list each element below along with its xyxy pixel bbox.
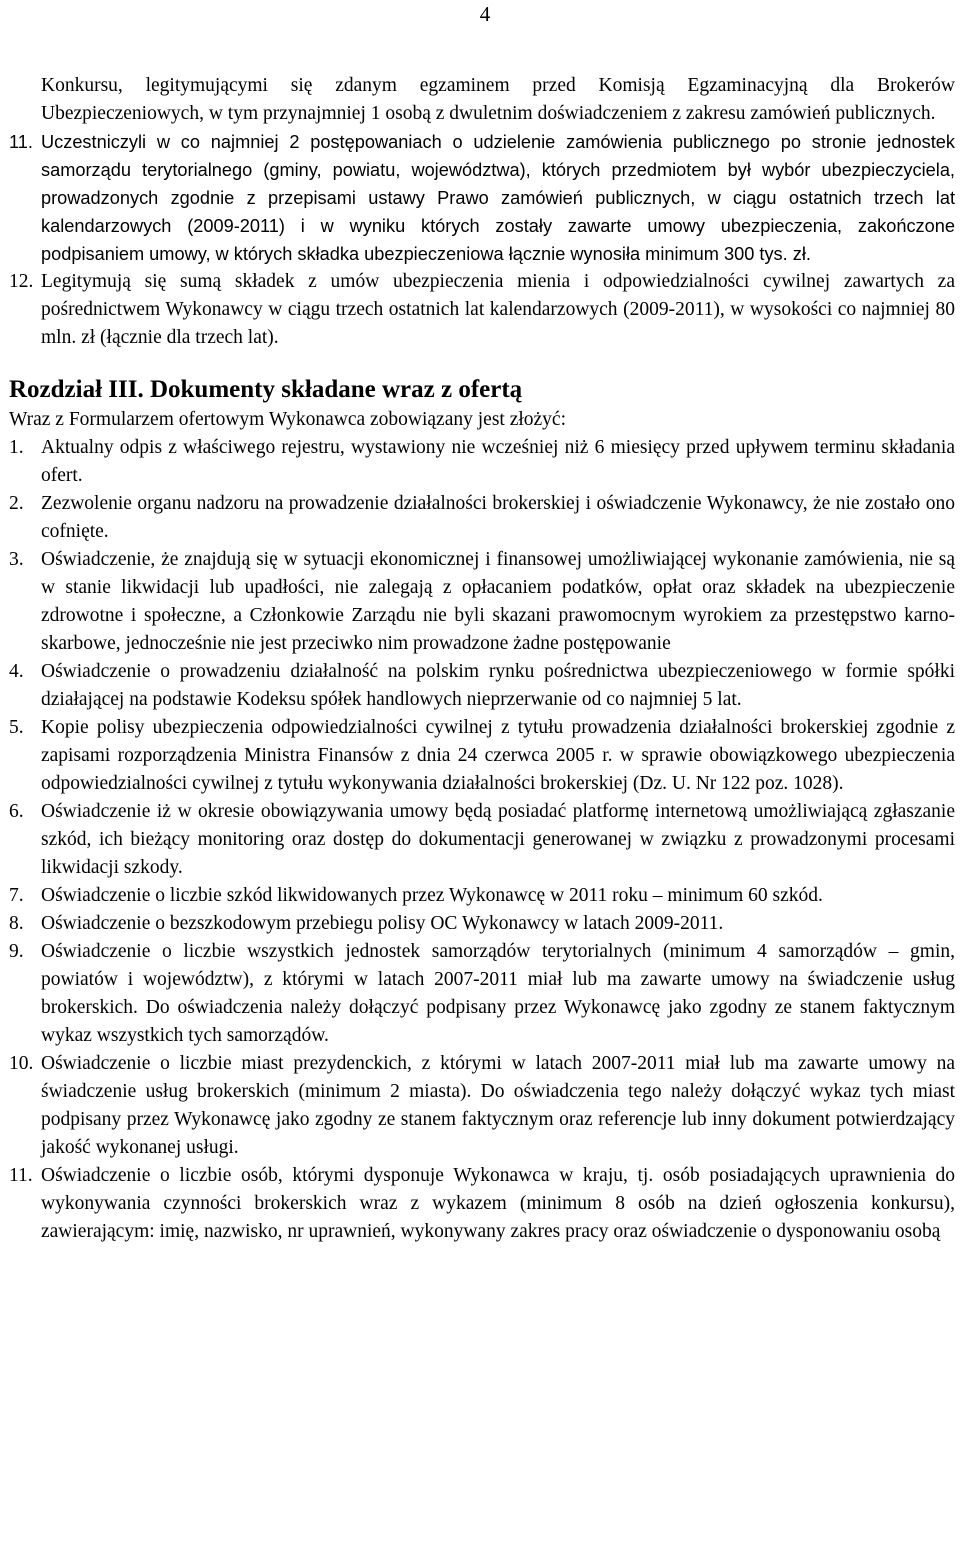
document-item: [9, 1162, 955, 1246]
previous-item-continuation: Konkursu, legitymującymi się zdanym egzaminem przed Komisją Egzaminacyjną dla Brokerów Ubezpieczeniowych, w tym przynajmniej 1 osobą z dwuletnim doświadczeniem z zakresu zamówień publicznych.: [41, 75, 955, 124]
document-item: [9, 798, 955, 882]
document-number: 8.: [9, 913, 24, 934]
document-number: 7.: [9, 885, 24, 906]
document-item: [9, 490, 955, 546]
document-text: Oświadczenie o liczbie miast prezydenckich, z którymi w latach 2007-2011 miał lub ma zawarte umowy na świadczenie usług brokerskich (minimum 2 miasta). Do oświadczenia tego należy dołączyć wykaz tych miast podpisany przez Wykonawcę jako zgodny ze stanem faktycznym oraz referencje lub inny dokument potwierdzający jakość wykonanej usługi.: [41, 1053, 955, 1158]
document-text: Oświadczenie iż w okresie obowiązywania umowy będą posiadać platformę internetową umożliwiającą zgłaszanie szkód, ich bieżący monitoring oraz dostęp do dokumentacji generowanej w związku z prowadzonymi procesami likwidacji szkody.: [41, 801, 955, 878]
document-text: Zezwolenie organu nadzoru na prowadzenie działalności brokerskiej i oświadczenie Wykonawcy, że nie zostało ono cofnięte.: [41, 493, 955, 542]
document-number: 9.: [9, 941, 24, 962]
document-item: [9, 714, 955, 798]
document-body: [9, 72, 955, 1246]
document-number: 6.: [9, 801, 24, 822]
document-number: 1.: [9, 437, 24, 458]
document-number: 4.: [9, 661, 24, 682]
document-item: [9, 546, 955, 658]
criterion-text: Uczestniczyli w co najmniej 2 postępowaniach o udzielenie zamówienia publicznego po stronie jednostek samorządu terytorialnego (gminy, powiatu, województwa), których przedmiotem był wybór ubezpieczyciela, prowadzonych zgodnie z przepisami ustawy Prawo zamówień publicznych, w ciągu ostatnich trzech lat kalendarzowych (2009-2011) i w wyniku których zostały zawarte umowy ubezpieczenia, zakończone podpisaniem umowy, w których składka ubezpieczeniowa łącznie wynosiła minimum 300 tys. zł.: [41, 132, 955, 264]
document-item: [9, 658, 955, 714]
document-text: Oświadczenie o liczbie wszystkich jednostek samorządów terytorialnych (minimum 4 samorządów – gmin, powiatów i województw), z którymi w latach 2007-2011 miał lub ma zawarte umowy na świadczenie usług brokerskich. Do oświadczenia należy dołączyć podpisany przez Wykonawcę jako zgodny ze stanem faktycznym wykaz wszystkich tych samorządów.: [41, 941, 955, 1046]
criterion-text: Legitymują się sumą składek z umów ubezpieczenia mienia i odpowiedzialności cywilnej zawartych za pośrednictwem Wykonawcy w ciągu trzech ostatnich lat kalendarzowych (2009-2011), w wysokości co najmniej 80 mln. zł (łącznie dla trzech lat).: [41, 271, 955, 348]
document-number: 10.: [9, 1053, 34, 1074]
section-lead: Wraz z Formularzem ofertowym Wykonawca zobowiązany jest złożyć:: [9, 409, 566, 430]
document-item: [9, 1050, 955, 1162]
criterion-item: [9, 128, 955, 268]
document-number: 5.: [9, 717, 24, 738]
document-item: [9, 434, 955, 490]
document-text: Aktualny odpis z właściwego rejestru, wystawiony nie wcześniej niż 6 miesięcy przed upływem terminu składania ofert.: [41, 437, 955, 486]
document-text: Kopie polisy ubezpieczenia odpowiedzialności cywilnej z tytułu prowadzenia działalności brokerskiej zgodnie z zapisami rozporządzenia Ministra Finansów z dnia 24 czerwca 2005 r. w sprawie obowiązkowego ubezpieczenia odpowiedzialności cywilnej z tytułu wykonywania działalności brokerskiej (Dz. U. Nr 122 poz. 1028).: [41, 717, 955, 794]
document-number: 3.: [9, 549, 24, 570]
document-number: 2.: [9, 493, 24, 514]
criterion-item: [9, 268, 955, 352]
document-text: Oświadczenie, że znajdują się w sytuacji ekonomicznej i finansowej umożliwiającej wykonanie zamówienia, nie są w stanie likwidacji lub upadłości, nie zalegają z opłacaniem podatków, opłat oraz składek na ubezpieczenie zdrowotne i społeczne, a Członkowie Zarządu nie byli skazani prawomocnym wyrokiem za przestępstwo karno-skarbowe, jednocześnie nie jest przeciwko nim prowadzone żadne postępowanie: [41, 549, 955, 654]
criterion-number: 11.: [9, 132, 33, 152]
document-item: [9, 882, 955, 910]
document-text: Oświadczenie o liczbie szkód likwidowanych przez Wykonawcę w 2011 roku – minimum 60 szkód.: [41, 885, 823, 906]
document-number: 11.: [9, 1165, 33, 1186]
document-item: [9, 910, 955, 938]
criterion-number: 12.: [9, 271, 34, 292]
document-text: Oświadczenie o liczbie osób, którymi dysponuje Wykonawca w kraju, tj. osób posiadających uprawnienia do wykonywania czynności brokerskich wraz z wykazem (minimum 8 osób na dzień ogłoszenia konkursu), zawierającym: imię, nazwisko, nr uprawnień, wykonywany zakres pracy oraz oświadczenie o dysponowaniu osobą: [41, 1165, 955, 1242]
document-text: Oświadczenie o bezszkodowym przebiegu polisy OC Wykonawcy w latach 2009-2011.: [41, 913, 724, 934]
document-item: [9, 938, 955, 1050]
document-text: Oświadczenie o prowadzeniu działalność na polskim rynku pośrednictwa ubezpieczeniowego w formie spółki działającej na podstawie Kodeksu spółek handlowych nieprzerwanie od co najmniej 5 lat.: [41, 661, 955, 710]
page-number: 4: [479, 2, 491, 26]
section-heading: Rozdział III. Dokumenty składane wraz z ofertą: [9, 376, 523, 403]
